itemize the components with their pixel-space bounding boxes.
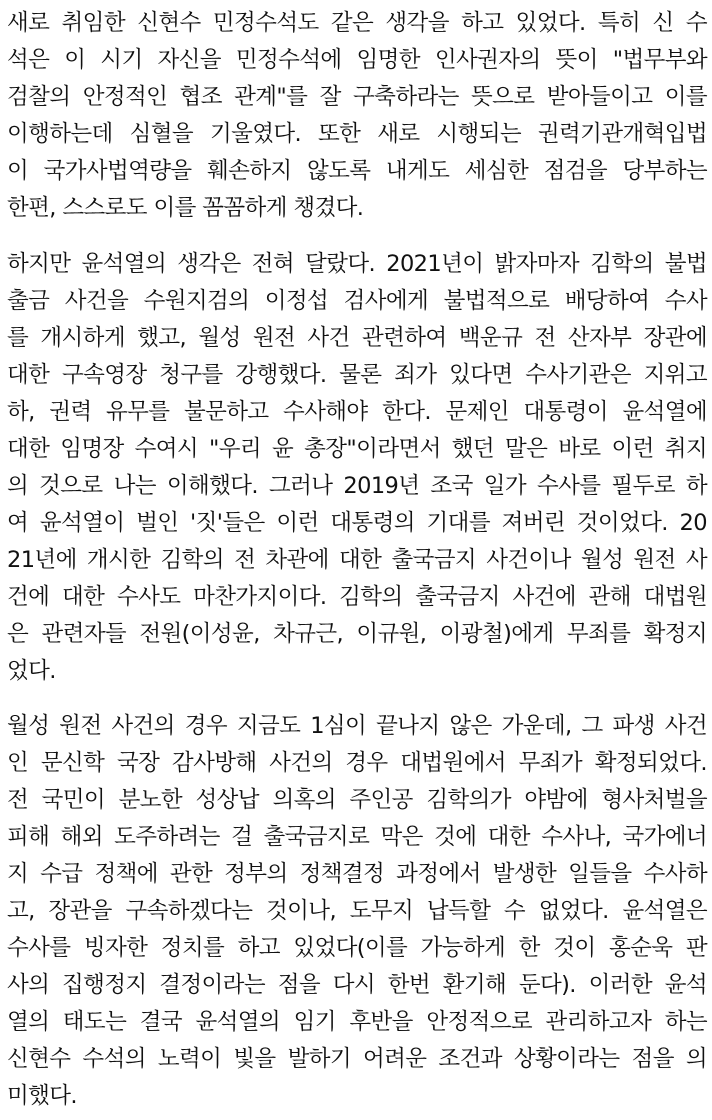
paragraph-line: 출금 사건을 수원지검의 이정섭 검사에게 불법적으로 배당하여 수사 (7, 288, 707, 314)
paragraph-line: 한편, 스스로도 이를 꼼꼼하게 챙겼다. (7, 195, 364, 221)
paragraph-line: 월성 원전 사건의 경우 지금도 1심이 끝나지 않은 가운데, 그 파생 사건 (7, 713, 707, 739)
paragraph-line: 고, 장관을 구속하겠다는 것이나, 도무지 납득할 수 없었다. 윤석열은 (7, 898, 707, 924)
paragraph-line: 수사를 빙자한 정치를 하고 있었다(이를 가능하게 한 것이 홍순욱 판 (7, 935, 707, 961)
paragraph-line: 지 수급 정책에 관한 정부의 정책결정 과정에서 발생한 일들을 수사하 (7, 861, 707, 887)
paragraph-line: 대한 임명장 수여시 "우리 윤 총장"이라면서 했던 말은 바로 이런 취지 (7, 436, 707, 462)
paragraph-line: 열의 태도는 결국 윤석열의 임기 후반을 안정적으로 관리하고자 하는 (7, 1009, 707, 1035)
paragraph-line: 전 국민이 분노한 성상납 의혹의 주인공 김학의가 야밤에 형사처벌을 (7, 787, 707, 813)
paragraph-line: 여 윤석열이 벌인 '짓'들은 이런 대통령의 기대를 져버린 것이었다. 20 (7, 510, 707, 536)
paragraph-line: 은 관련자들 전원(이성윤, 차규근, 이규원, 이광철)에게 무죄를 확정지 (7, 621, 707, 647)
paragraph-line: 신현수 수석의 노력이 빛을 발하기 어려운 조건과 상황이라는 점을 의 (7, 1046, 707, 1072)
paragraph-line: 검찰의 안정적인 협조 관계"를 잘 구축하라는 뜻으로 받아들이고 이를 (7, 84, 707, 110)
paragraph-line: 하, 권력 유무를 불문하고 수사해야 한다. 문제인 대통령이 윤석열에 (7, 399, 707, 425)
paragraph-2 (7, 246, 707, 690)
paragraph-line: 를 개시하게 했고, 월성 원전 사건 관련하여 백운규 전 산자부 장관에 (7, 325, 707, 351)
paragraph-line: 건에 대한 수사도 마찬가지이다. 김학의 출국금지 사건에 관해 대법원 (7, 584, 707, 610)
paragraph-line: 피해 해외 도주하려는 걸 출국금지로 막은 것에 대한 수사나, 국가에너 (7, 824, 707, 850)
paragraph-line: 이 국가사법역량을 훼손하지 않도록 내게도 세심한 점검을 당부하는 (7, 158, 707, 184)
paragraph-line: 대한 구속영장 청구를 강행했다. 물론 죄가 있다면 수사기관은 지위고 (7, 362, 707, 388)
paragraph-line: 었다. (7, 658, 56, 684)
paragraph-line: 인 문신학 국장 감사방해 사건의 경우 대법원에서 무죄가 확정되었다. (7, 750, 707, 776)
paragraph-line: 미했다. (7, 1083, 77, 1109)
paragraph-line: 의 것으로 나는 이해했다. 그러나 2019년 조국 일가 수사를 필두로 하 (7, 473, 707, 499)
paragraph-line: 새로 취임한 신현수 민정수석도 같은 생각을 하고 있었다. 특히 신 수 (7, 10, 707, 36)
paragraph-1 (7, 5, 707, 227)
paragraph-line: 21년에 개시한 김학의 전 차관에 대한 출국금지 사건이나 월성 원전 사 (7, 547, 707, 573)
paragraph-line: 사의 집행정지 결정이라는 점을 다시 한번 환기해 둔다). 이러한 윤석 (7, 972, 707, 998)
paragraph-line: 하지만 윤석열의 생각은 전혀 달랐다. 2021년이 밝자마자 김학의 불법 (7, 251, 707, 277)
paragraph-line: 석은 이 시기 자신을 민정수석에 임명한 인사권자의 뜻이 "법무부와 (7, 47, 707, 73)
paragraph-line: 이행하는데 심혈을 기울였다. 또한 새로 시행되는 권력기관개혁입법 (7, 121, 707, 147)
paragraph-3 (7, 708, 707, 1115)
